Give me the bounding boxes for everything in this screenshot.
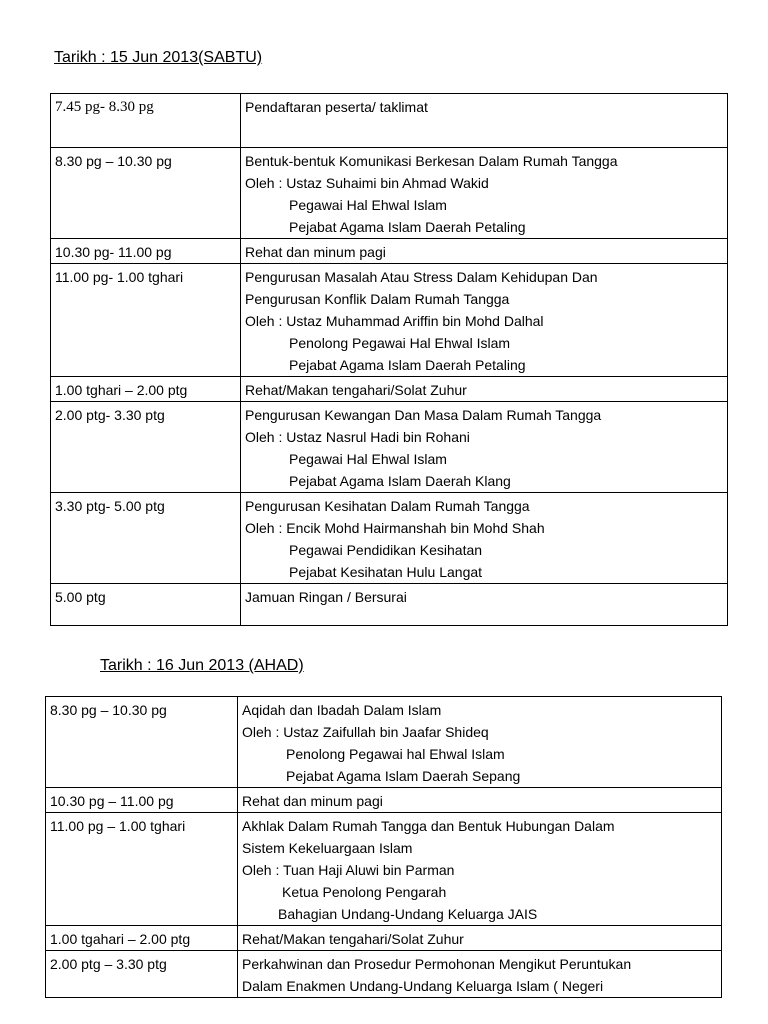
time-cell: 1.00 tghari – 2.00 ptg bbox=[51, 377, 241, 402]
activity-line: Bentuk-bentuk Komunikasi Berkesan Dalam Rumah Tangga bbox=[245, 153, 618, 169]
table-row bbox=[46, 813, 722, 926]
time-cell: 8.30 pg – 10.30 pg bbox=[46, 697, 238, 788]
table-row bbox=[46, 697, 722, 788]
speaker-position-line: Penolong Pegawai Hal Ehwal Islam bbox=[289, 335, 511, 351]
activity-cell bbox=[241, 148, 728, 239]
activity-cell bbox=[241, 377, 728, 402]
activity-line: Jamuan Ringan / Bersurai bbox=[245, 589, 407, 605]
activity-cell bbox=[238, 951, 722, 998]
time-cell: 10.30 pg- 11.00 pg bbox=[51, 239, 241, 264]
activity-line: Pengurusan Kewangan Dan Masa Dalam Rumah Tangga bbox=[245, 407, 602, 423]
activity-line: Pengurusan Masalah Atau Stress Dalam Kehidupan Dan bbox=[245, 269, 598, 285]
time-cell: 8.30 pg – 10.30 pg bbox=[51, 148, 241, 239]
time-cell: 11.00 pg- 1.00 tghari bbox=[51, 264, 241, 377]
speaker-office-line: Pejabat Kesihatan Hulu Langat bbox=[289, 564, 483, 580]
activity-line: Pendaftaran peserta/ taklimat bbox=[245, 99, 428, 115]
speaker-line: Oleh : Ustaz Nasrul Hadi bin Rohani bbox=[245, 429, 470, 445]
day1-heading: Tarikh : 15 Jun 2013(SABTU) bbox=[54, 49, 263, 66]
speaker-office-line: Pejabat Agama Islam Daerah Petaling bbox=[289, 219, 526, 235]
day2-schedule-table bbox=[45, 696, 722, 998]
activity-line: Akhlak Dalam Rumah Tangga dan Bentuk Hubungan Dalam bbox=[242, 818, 615, 834]
activity-line: Aqidah dan Ibadah Dalam Islam bbox=[242, 702, 442, 718]
time-cell: 2.00 ptg – 3.30 ptg bbox=[46, 951, 238, 998]
speaker-office-line: Pejabat Agama Islam Daerah Petaling bbox=[289, 357, 526, 373]
table-row bbox=[51, 148, 728, 239]
time-cell: 10.30 pg – 11.00 pg bbox=[46, 788, 238, 813]
day1-schedule-table bbox=[50, 93, 728, 626]
table-row bbox=[51, 94, 728, 148]
speaker-line: Oleh : Encik Mohd Hairmanshah bin Mohd Shah bbox=[245, 520, 545, 536]
table-row bbox=[51, 377, 728, 402]
activity-cell bbox=[238, 926, 722, 951]
activity-cell bbox=[241, 493, 728, 584]
activity-cell bbox=[241, 94, 728, 148]
speaker-position-line: Pegawai Hal Ehwal Islam bbox=[289, 451, 447, 467]
speaker-office-line: Pejabat Agama Islam Daerah Sepang bbox=[286, 768, 521, 784]
activity-line: Perkahwinan dan Prosedur Permohonan Mengikut Peruntukan bbox=[242, 956, 632, 972]
speaker-position-line: Pegawai Hal Ehwal Islam bbox=[289, 197, 447, 213]
activity-line: Rehat dan minum pagi bbox=[242, 793, 383, 809]
speaker-position-line: Ketua Penolong Pengarah bbox=[282, 884, 447, 900]
speaker-line: Oleh : Ustaz Zaifullah bin Jaafar Shideq bbox=[242, 724, 489, 740]
table-row bbox=[51, 402, 728, 493]
activity-line: Rehat/Makan tengahari/Solat Zuhur bbox=[245, 382, 467, 398]
activity-cell bbox=[241, 239, 728, 264]
table-row bbox=[51, 239, 728, 264]
table-row bbox=[51, 584, 728, 626]
table-row bbox=[46, 788, 722, 813]
table-row bbox=[46, 951, 722, 998]
activity-line: Dalam Enakmen Undang-Undang Keluarga Islam ( Negeri bbox=[242, 978, 604, 994]
time-cell: 3.30 ptg- 5.00 ptg bbox=[51, 493, 241, 584]
activity-cell bbox=[238, 788, 722, 813]
activity-line: Pengurusan Konflik Dalam Rumah Tangga bbox=[245, 291, 510, 307]
activity-line: Sistem Kekeluargaan Islam bbox=[242, 840, 413, 856]
speaker-position-line: Penolong Pegawai hal Ehwal Islam bbox=[286, 746, 505, 762]
activity-line: Pengurusan Kesihatan Dalam Rumah Tangga bbox=[245, 498, 530, 514]
speaker-office-line: Bahagian Undang-Undang Keluarga JAIS bbox=[278, 906, 538, 922]
table-row bbox=[46, 926, 722, 951]
table-row bbox=[51, 264, 728, 377]
speaker-line: Oleh : Ustaz Muhammad Ariffin bin Mohd Dalhal bbox=[245, 313, 544, 329]
time-cell: 7.45 pg- 8.30 pg bbox=[51, 94, 241, 148]
speaker-line: Oleh : Ustaz Suhaimi bin Ahmad Wakid bbox=[245, 175, 489, 191]
time-cell: 1.00 tgahari – 2.00 ptg bbox=[46, 926, 238, 951]
table-row bbox=[51, 493, 728, 584]
activity-cell bbox=[241, 264, 728, 377]
activity-cell bbox=[241, 584, 728, 626]
speaker-office-line: Pejabat Agama Islam Daerah Klang bbox=[289, 473, 511, 489]
time-cell: 11.00 pg – 1.00 tghari bbox=[46, 813, 238, 926]
time-cell: 5.00 ptg bbox=[51, 584, 241, 626]
activity-cell bbox=[241, 402, 728, 493]
speaker-position-line: Pegawai Pendidikan Kesihatan bbox=[289, 542, 483, 558]
speaker-line: Oleh : Tuan Haji Aluwi bin Parman bbox=[242, 862, 455, 878]
activity-line: Rehat/Makan tengahari/Solat Zuhur bbox=[242, 931, 464, 947]
time-cell: 2.00 ptg- 3.30 ptg bbox=[51, 402, 241, 493]
day2-heading: Tarikh : 16 Jun 2013 (AHAD) bbox=[100, 657, 304, 674]
activity-cell bbox=[238, 697, 722, 788]
activity-line: Rehat dan minum pagi bbox=[245, 244, 386, 260]
activity-cell bbox=[238, 813, 722, 926]
